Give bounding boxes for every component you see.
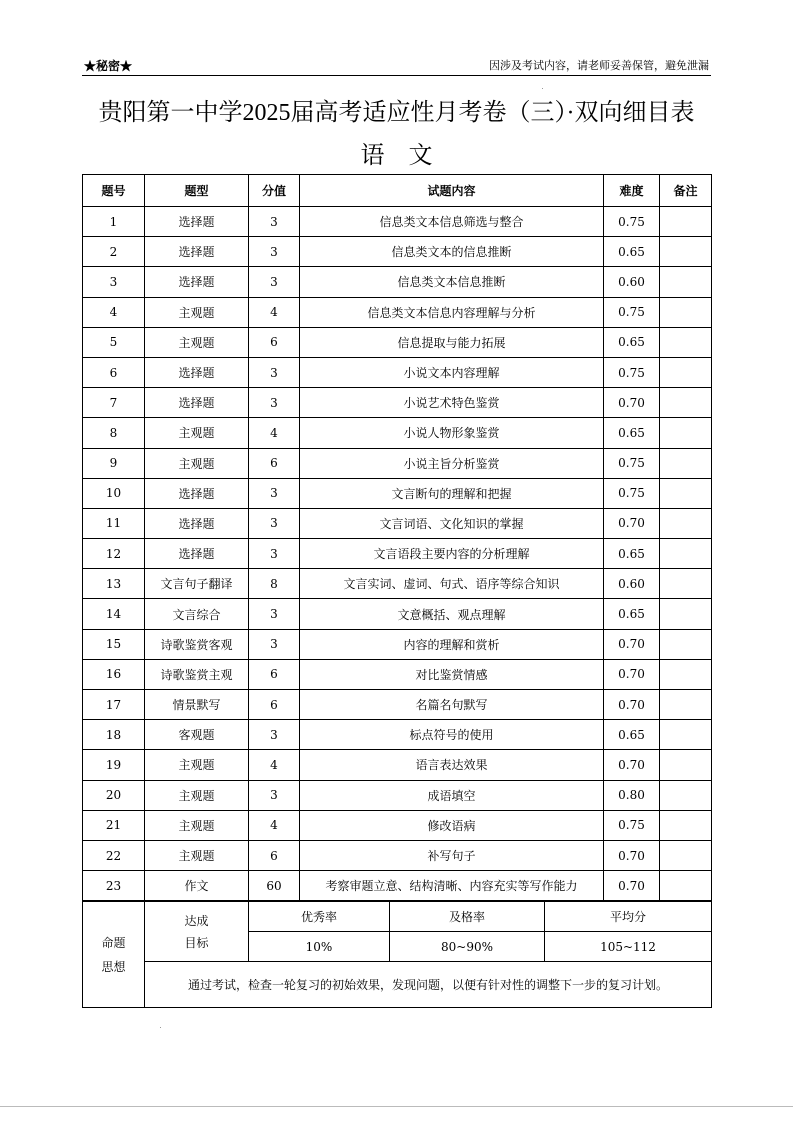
- cell-number: 13: [83, 569, 145, 599]
- cell-difficulty: 0.65: [604, 237, 660, 267]
- cell-difficulty: 0.80: [604, 780, 660, 810]
- cell-type: 文言综合: [145, 599, 249, 629]
- header-difficulty: 难度: [604, 175, 660, 207]
- cell-score: 3: [249, 207, 300, 237]
- cell-remark: [660, 599, 712, 629]
- table-row: [83, 659, 712, 689]
- cell-type: 主观题: [145, 840, 249, 870]
- col-excellent: 优秀率: [249, 902, 390, 932]
- cell-type: 诗歌鉴赏客观: [145, 629, 249, 659]
- cell-score: 3: [249, 780, 300, 810]
- cell-remark: [660, 871, 712, 901]
- cell-score: 3: [249, 720, 300, 750]
- cell-score: 6: [249, 448, 300, 478]
- cell-number: 17: [83, 690, 145, 720]
- table-row: [83, 508, 712, 538]
- cell-type: 选择题: [145, 207, 249, 237]
- design-purpose: 通过考试，检查一轮复习的初始效果，发现问题，以便有针对性的调整下一步的复习计划。: [145, 962, 712, 1008]
- cell-difficulty: 0.70: [604, 659, 660, 689]
- cell-number: 20: [83, 780, 145, 810]
- cell-score: 8: [249, 569, 300, 599]
- cell-number: 15: [83, 629, 145, 659]
- val-average: 105~112: [545, 932, 712, 962]
- target-label-line1: 达成: [184, 913, 209, 928]
- cell-content: 信息提取与能力拓展: [300, 327, 604, 357]
- cell-number: 14: [83, 599, 145, 629]
- header-notice: 因涉及考试内容，请老师妥善保管，避免泄漏: [489, 59, 709, 72]
- cell-score: 3: [249, 599, 300, 629]
- cell-type: 选择题: [145, 539, 249, 569]
- cell-score: 4: [249, 297, 300, 327]
- cell-number: 2: [83, 237, 145, 267]
- cell-number: 16: [83, 659, 145, 689]
- cell-content: 文言实词、虚词、句式、语序等综合知识: [300, 569, 604, 599]
- cell-content: 文言词语、文化知识的掌握: [300, 508, 604, 538]
- col-average: 平均分: [545, 902, 712, 932]
- cell-remark: [660, 569, 712, 599]
- cell-remark: [660, 508, 712, 538]
- cell-difficulty: 0.65: [604, 720, 660, 750]
- cell-difficulty: 0.65: [604, 327, 660, 357]
- cell-remark: [660, 629, 712, 659]
- cell-type: 选择题: [145, 478, 249, 508]
- cell-content: 小说艺术特色鉴赏: [300, 388, 604, 418]
- cell-content: 信息类文本信息内容理解与分析: [300, 297, 604, 327]
- header-divider: [82, 75, 711, 76]
- cell-difficulty: 0.60: [604, 569, 660, 599]
- cell-score: 6: [249, 690, 300, 720]
- cell-content: 小说主旨分析鉴赏: [300, 448, 604, 478]
- cell-number: 6: [83, 357, 145, 387]
- cell-number: 23: [83, 871, 145, 901]
- cell-type: 诗歌鉴赏主观: [145, 659, 249, 689]
- table-row: [83, 418, 712, 448]
- table-row: [83, 388, 712, 418]
- table-row: [83, 720, 712, 750]
- cell-content: 信息类文本信息推断: [300, 267, 604, 297]
- header-score: 分值: [249, 175, 300, 207]
- cell-number: 10: [83, 478, 145, 508]
- cell-difficulty: 0.70: [604, 629, 660, 659]
- cell-difficulty: 0.65: [604, 539, 660, 569]
- spec-table: [82, 174, 712, 901]
- val-excellent: 10%: [249, 932, 390, 962]
- cell-remark: [660, 840, 712, 870]
- page-title: 贵阳第一中学2025届高考适应性月考卷（三）·双向细目表: [98, 100, 695, 126]
- cell-score: 3: [249, 237, 300, 267]
- cell-content: 考察审题立意、结构清晰、内容充实等写作能力: [300, 871, 604, 901]
- col-pass: 及格率: [390, 902, 545, 932]
- cell-remark: [660, 539, 712, 569]
- cell-type: 作文: [145, 871, 249, 901]
- cell-content: 语言表达效果: [300, 750, 604, 780]
- cell-content: 对比鉴赏情感: [300, 659, 604, 689]
- table-row: [83, 780, 712, 810]
- cell-number: 18: [83, 720, 145, 750]
- table-row: [83, 629, 712, 659]
- cell-difficulty: 0.75: [604, 810, 660, 840]
- design-label-text: 命题思想: [101, 935, 126, 974]
- table-row: [83, 750, 712, 780]
- header-type: 题型: [145, 175, 249, 207]
- cell-type: 主观题: [145, 810, 249, 840]
- cell-difficulty: 0.70: [604, 750, 660, 780]
- cell-type: 主观题: [145, 750, 249, 780]
- cell-score: 3: [249, 508, 300, 538]
- scan-dot: [542, 88, 543, 89]
- cell-number: 11: [83, 508, 145, 538]
- cell-number: 8: [83, 418, 145, 448]
- cell-difficulty: 0.70: [604, 871, 660, 901]
- cell-type: 主观题: [145, 327, 249, 357]
- cell-score: 6: [249, 327, 300, 357]
- page-bottom-line: [0, 1106, 793, 1107]
- cell-score: 3: [249, 629, 300, 659]
- cell-type: 选择题: [145, 267, 249, 297]
- cell-number: 21: [83, 810, 145, 840]
- cell-difficulty: 0.75: [604, 357, 660, 387]
- val-pass: 80~90%: [390, 932, 545, 962]
- cell-difficulty: 0.75: [604, 478, 660, 508]
- cell-remark: [660, 780, 712, 810]
- cell-type: 选择题: [145, 237, 249, 267]
- cell-type: 选择题: [145, 508, 249, 538]
- table-row: [83, 539, 712, 569]
- cell-number: 12: [83, 539, 145, 569]
- scan-dot: [160, 1027, 161, 1028]
- cell-type: 选择题: [145, 388, 249, 418]
- table-row: [83, 478, 712, 508]
- table-row: [83, 810, 712, 840]
- cell-remark: [660, 478, 712, 508]
- cell-content: 信息类文本信息筛选与整合: [300, 207, 604, 237]
- cell-number: 1: [83, 207, 145, 237]
- cell-content: 文意概括、观点理解: [300, 599, 604, 629]
- design-label: [83, 902, 145, 1008]
- header-content: 试题内容: [300, 175, 604, 207]
- cell-content: 信息类文本的信息推断: [300, 237, 604, 267]
- cell-difficulty: 0.75: [604, 297, 660, 327]
- target-label-line2: 目标: [184, 935, 209, 950]
- cell-difficulty: 0.65: [604, 418, 660, 448]
- cell-remark: [660, 357, 712, 387]
- cell-remark: [660, 237, 712, 267]
- cell-number: 19: [83, 750, 145, 780]
- table-row: [83, 267, 712, 297]
- cell-remark: [660, 810, 712, 840]
- cell-content: 修改语病: [300, 810, 604, 840]
- table-row: [83, 327, 712, 357]
- cell-content: 小说人物形象鉴赏: [300, 418, 604, 448]
- cell-score: 4: [249, 810, 300, 840]
- cell-content: 文言语段主要内容的分析理解: [300, 539, 604, 569]
- cell-remark: [660, 659, 712, 689]
- cell-content: 小说文本内容理解: [300, 357, 604, 387]
- cell-remark: [660, 690, 712, 720]
- table-row: [83, 237, 712, 267]
- cell-score: 6: [249, 659, 300, 689]
- table-row: [83, 871, 712, 901]
- cell-type: 文言句子翻译: [145, 569, 249, 599]
- table-header-row: [83, 175, 712, 207]
- cell-difficulty: 0.70: [604, 690, 660, 720]
- cell-difficulty: 0.60: [604, 267, 660, 297]
- cell-remark: [660, 327, 712, 357]
- cell-difficulty: 0.70: [604, 840, 660, 870]
- cell-score: 3: [249, 539, 300, 569]
- subject-title: 语文: [360, 141, 457, 169]
- table-row: [83, 599, 712, 629]
- cell-type: 主观题: [145, 448, 249, 478]
- cell-remark: [660, 448, 712, 478]
- cell-remark: [660, 750, 712, 780]
- cell-difficulty: 0.65: [604, 599, 660, 629]
- cell-number: 9: [83, 448, 145, 478]
- table-row: [83, 690, 712, 720]
- cell-content: 标点符号的使用: [300, 720, 604, 750]
- cell-type: 主观题: [145, 780, 249, 810]
- table-row: [83, 448, 712, 478]
- cell-type: 情景默写: [145, 690, 249, 720]
- cell-remark: [660, 418, 712, 448]
- cell-number: 3: [83, 267, 145, 297]
- cell-difficulty: 0.70: [604, 508, 660, 538]
- cell-content: 补写句子: [300, 840, 604, 870]
- cell-content: 内容的理解和赏析: [300, 629, 604, 659]
- confidential-mark: ★秘密★: [84, 59, 133, 73]
- header-remark: 备注: [660, 175, 712, 207]
- cell-remark: [660, 720, 712, 750]
- table-row: [83, 207, 712, 237]
- table-row: [83, 569, 712, 599]
- cell-content: 文言断句的理解和把握: [300, 478, 604, 508]
- cell-score: 60: [249, 871, 300, 901]
- cell-score: 3: [249, 478, 300, 508]
- target-label: [145, 902, 249, 962]
- cell-type: 客观题: [145, 720, 249, 750]
- cell-difficulty: 0.75: [604, 207, 660, 237]
- cell-remark: [660, 207, 712, 237]
- cell-remark: [660, 297, 712, 327]
- cell-score: 3: [249, 357, 300, 387]
- cell-number: 7: [83, 388, 145, 418]
- cell-score: 6: [249, 840, 300, 870]
- table-row: [83, 357, 712, 387]
- cell-number: 22: [83, 840, 145, 870]
- design-table: [82, 901, 712, 1008]
- cell-type: 主观题: [145, 297, 249, 327]
- cell-score: 4: [249, 750, 300, 780]
- cell-difficulty: 0.75: [604, 448, 660, 478]
- cell-score: 3: [249, 388, 300, 418]
- cell-type: 选择题: [145, 357, 249, 387]
- cell-score: 3: [249, 267, 300, 297]
- table-row: [83, 840, 712, 870]
- cell-number: 5: [83, 327, 145, 357]
- cell-content: 名篇名句默写: [300, 690, 604, 720]
- cell-remark: [660, 267, 712, 297]
- cell-remark: [660, 388, 712, 418]
- table-row: [83, 297, 712, 327]
- cell-content: 成语填空: [300, 780, 604, 810]
- cell-score: 4: [249, 418, 300, 448]
- cell-number: 4: [83, 297, 145, 327]
- cell-type: 主观题: [145, 418, 249, 448]
- cell-difficulty: 0.70: [604, 388, 660, 418]
- header-number: 题号: [83, 175, 145, 207]
